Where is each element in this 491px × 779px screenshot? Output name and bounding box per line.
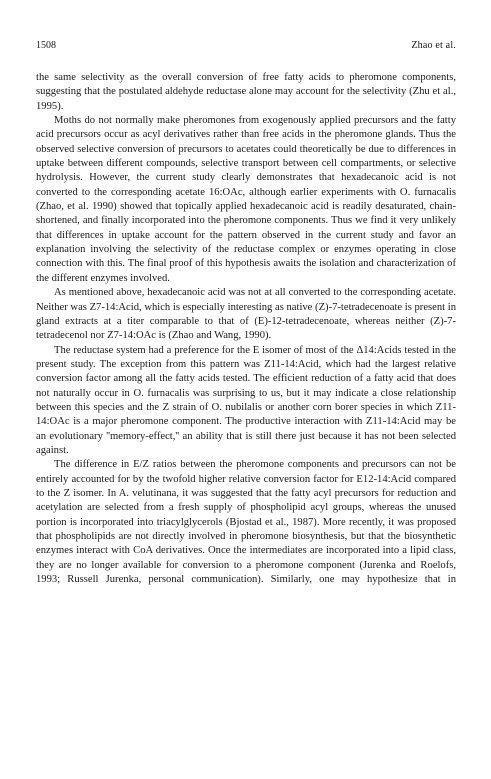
paragraph: The difference in E/Z ratios between the pheromone components and precursors can not be entirely accounted for by the twofold higher relative conversion factor for E12-14:Acid compared to the Z isomer. In A. velutinana, it was suggested that the fatty acyl precursors for reduction and acetylation are selected from a fresh supply of phospholipid acyl groups, whereas the unused portion is incorporated into triacylglycerols (Bjostad et al., 1987). More recently, it was proposed that phospholipids are not directly involved in pheromone biosynthesis, but that the biosynthetic enzymes interact with CoA derivatives. Once the intermediates are incorporated into a lipid class, they are no longer available for conversion to a pheromone component (Jurenka and Roelofs, 1993; Russell Jurenka, personal communication). Similarly, one may hypothesize that in: [36, 459, 456, 586]
paragraph: the same selectivity as the overall conversion of free fatty acids to pheromone components, suggesting that the postulated aldehyde reductase alone may account for the selectivity (Zhu et al., 1995).: [36, 72, 456, 112]
paragraph: The reductase system had a preference for the E isomer of most of the Δ14:Acids tested in the present study. The exception from this pattern was Z11-14:Acid, which had the largest relative conversion factor among all the fatty acids tested. The efficient reduction of a fatty acid that does not naturally occur in O. furnacalis was surprising to us, but it may indicate a close relationship between this species and the Z strain of O. nubilalis or another corn borer species in which Z11-14:OAc is a major pheromone component. The productive interaction with Z11-14:Acid may be an evolutionary ''memory-effect,'' an ability that is still there just because it has not been selected against.: [36, 344, 456, 456]
running-head: Zhao et al.: [411, 40, 456, 51]
body-text: [36, 71, 456, 587]
page-header: [36, 40, 456, 52]
paragraph: As mentioned above, hexadecanoic acid was not at all converted to the corresponding acetate. Neither was Z7-14:Acid, which is especially interesting as native (Z)-7-tetradecenoate is present in gland extracts at a titer comparable to that of (E)-12-tetradecenoate, whereas neither (Z)-7-tetradecenol nor Z7-14:OAc is (Zhao and Wang, 1990).: [36, 287, 456, 342]
page-number: 1508: [36, 40, 56, 51]
paragraph: Moths do not normally make pheromones from exogenously applied precursors and the fatty acid precursors occur as acyl derivatives rather than free acids in the pheromone glands. Thus the observed selective conversion of precursors to acetates could theoretically be due to differences in uptake between different compounds, selective transport between cell compartments, or selective hydrolysis. However, the current study clearly demonstrates that hexadecanoic acid is not converted to the corresponding acetate 16:OAc, although earlier experiments with O. furnacalis (Zhao, et al. 1990) showed that topically applied hexadecanoic acid is readily desaturated, chain-shortened, and finally incorporated into the pheromone components. Thus we find it very unlikely that differences in uptake account for the pattern observed in the current study and favor an explanation involving the selectivity of the reductase complex or enzymes operating in close connection with this. The final proof of this hypothesis awaits the isolation and characterization of the different enzymes involved.: [36, 115, 456, 284]
journal-page: [36, 40, 456, 587]
